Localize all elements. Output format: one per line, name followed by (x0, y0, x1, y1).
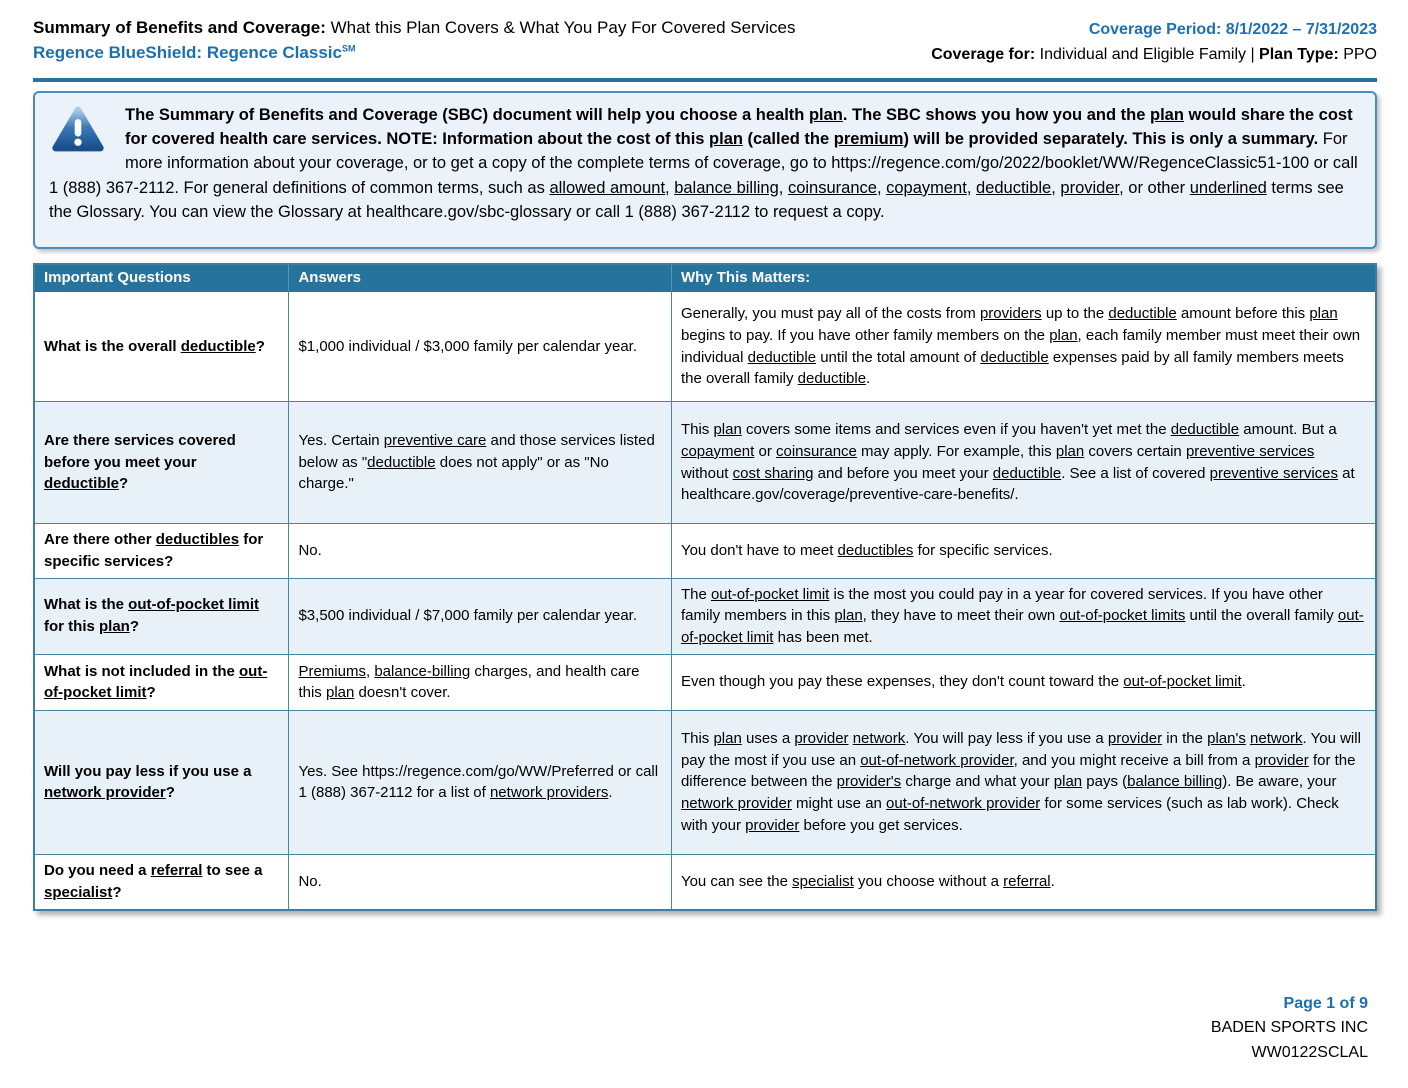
page-title: Summary of Benefits and Coverage: What this Plan Covers & What You Pay For Covered Services (33, 18, 796, 37)
table-row (34, 402, 1376, 524)
coverage-period: Coverage Period: 8/1/2022 – 7/31/2023 (1088, 21, 1377, 38)
why-cell: The out-of-pocket limit is the most you could pay in a year for covered services. If you have other family members in this plan, they have to meet their own out-of-pocket limits until the overall family out-of-pocket limit has been met. (671, 578, 1376, 654)
answer-cell: Yes. Certain preventive care and those services listed below as "deductible does not apply" or as "No charge." (289, 402, 671, 524)
footer-company: BADEN SPORTS INC (1210, 1019, 1368, 1037)
why-cell: You don't have to meet deductibles for specific services. (671, 524, 1376, 579)
why-cell: Even though you pay these expenses, they don't count toward the out-of-pocket limit. (671, 654, 1376, 710)
header-important-questions: Important Questions (34, 264, 289, 292)
question-cell: What is the overall deductible? (34, 292, 289, 402)
footer-form-code: WW0122SCLAL (1251, 1044, 1368, 1062)
table-row (34, 710, 1376, 854)
notice-box (33, 91, 1377, 249)
question-cell: What is the out-of-pocket limit for this plan? (34, 578, 289, 654)
header-answers: Answers (289, 264, 671, 292)
warning-triangle-icon (51, 105, 105, 160)
table-row (34, 524, 1376, 579)
service-mark: SM (341, 42, 356, 53)
benefits-table (33, 263, 1377, 912)
header-divider (33, 78, 1377, 82)
table-row (34, 578, 1376, 654)
answer-cell: No. (289, 854, 671, 910)
footer-page-number: Page 1 of 9 (1283, 994, 1368, 1012)
why-cell: This plan covers some items and services even if you haven't yet met the deductible amount. But a copayment or coinsurance may apply. For example, this plan covers certain preventive services without cost sharing and before you meet your deductible. See a list of covered preventive services at healthcare.gov/coverage/preventive-care-benefits/. (671, 402, 1376, 524)
answer-cell: Yes. See https://regence.com/go/WW/Preferred or call 1 (888) 367-2112 for a list of network providers. (289, 710, 671, 854)
answer-cell: Premiums, balance-billing charges, and health care this plan doesn't cover. (289, 654, 671, 710)
question-cell: What is not included in the out-of-pocket limit? (34, 654, 289, 710)
table-row (34, 654, 1376, 710)
table-row (34, 292, 1376, 402)
coverage-for: Coverage for: Individual and Eligible Family | Plan Type: PPO (931, 45, 1377, 63)
benefits-table-body (34, 292, 1376, 911)
document-header (33, 16, 1377, 68)
why-cell: Generally, you must pay all of the costs from providers up to the deductible amount before this plan begins to pay. If you have other family members on the plan, each family member must meet their own individual deductible until the total amount of deductible expenses paid by all family members meets the overall family deductible. (671, 292, 1376, 402)
table-header-row (34, 264, 1376, 292)
plan-name: Regence BlueShield: Regence Classic℠ (33, 42, 356, 62)
question-cell: Will you pay less if you use a network provider? (34, 710, 289, 854)
question-cell: Are there services covered before you meet your deductible? (34, 402, 289, 524)
answer-cell: No. (289, 524, 671, 579)
header-why-this-matters: Why This Matters: (671, 264, 1376, 292)
why-cell: You can see the specialist you choose without a referral. (671, 854, 1376, 910)
answer-cell: $1,000 individual / $3,000 family per calendar year. (289, 292, 671, 402)
answer-cell: $3,500 individual / $7,000 family per calendar year. (289, 578, 671, 654)
page-footer (1211, 992, 1368, 1066)
question-cell: Do you need a referral to see a specialist? (34, 854, 289, 910)
table-row (34, 854, 1376, 910)
question-cell: Are there other deductibles for specific services? (34, 524, 289, 579)
why-cell: This plan uses a provider network. You will pay less if you use a provider in the plan's network. You will pay the most if you use an out-of-network provider, and you might receive a bill from a provider for the difference between the provider's charge and what your plan pays (balance billing). Be aware, your network provider might use an out-of-network provider for some services (such as lab work). Check with your provider before you get services. (671, 710, 1376, 854)
notice-text: The Summary of Benefits and Coverage (SBC) document will help you choose a health plan. The SBC shows you how you and the plan would share the cost for covered health care services. NOTE: Information about the cost of this plan (called the premium) will be provided separately. This is only a summary. For more information about your coverage, or to get a copy of the complete terms of coverage, go to https://regence.com/go/2022/booklet/WW/RegenceClassic51-100 or call 1 (888) 367-2112. For general definitions of common terms, such as allowed amount, balance billing, coinsurance, copayment, deductible, provider, or other underlined terms see the Glossary. You can view the Glossary at healthcare.gov/sbc-glossary or call 1 (888) 367-2112 to request a copy. (49, 105, 1358, 222)
